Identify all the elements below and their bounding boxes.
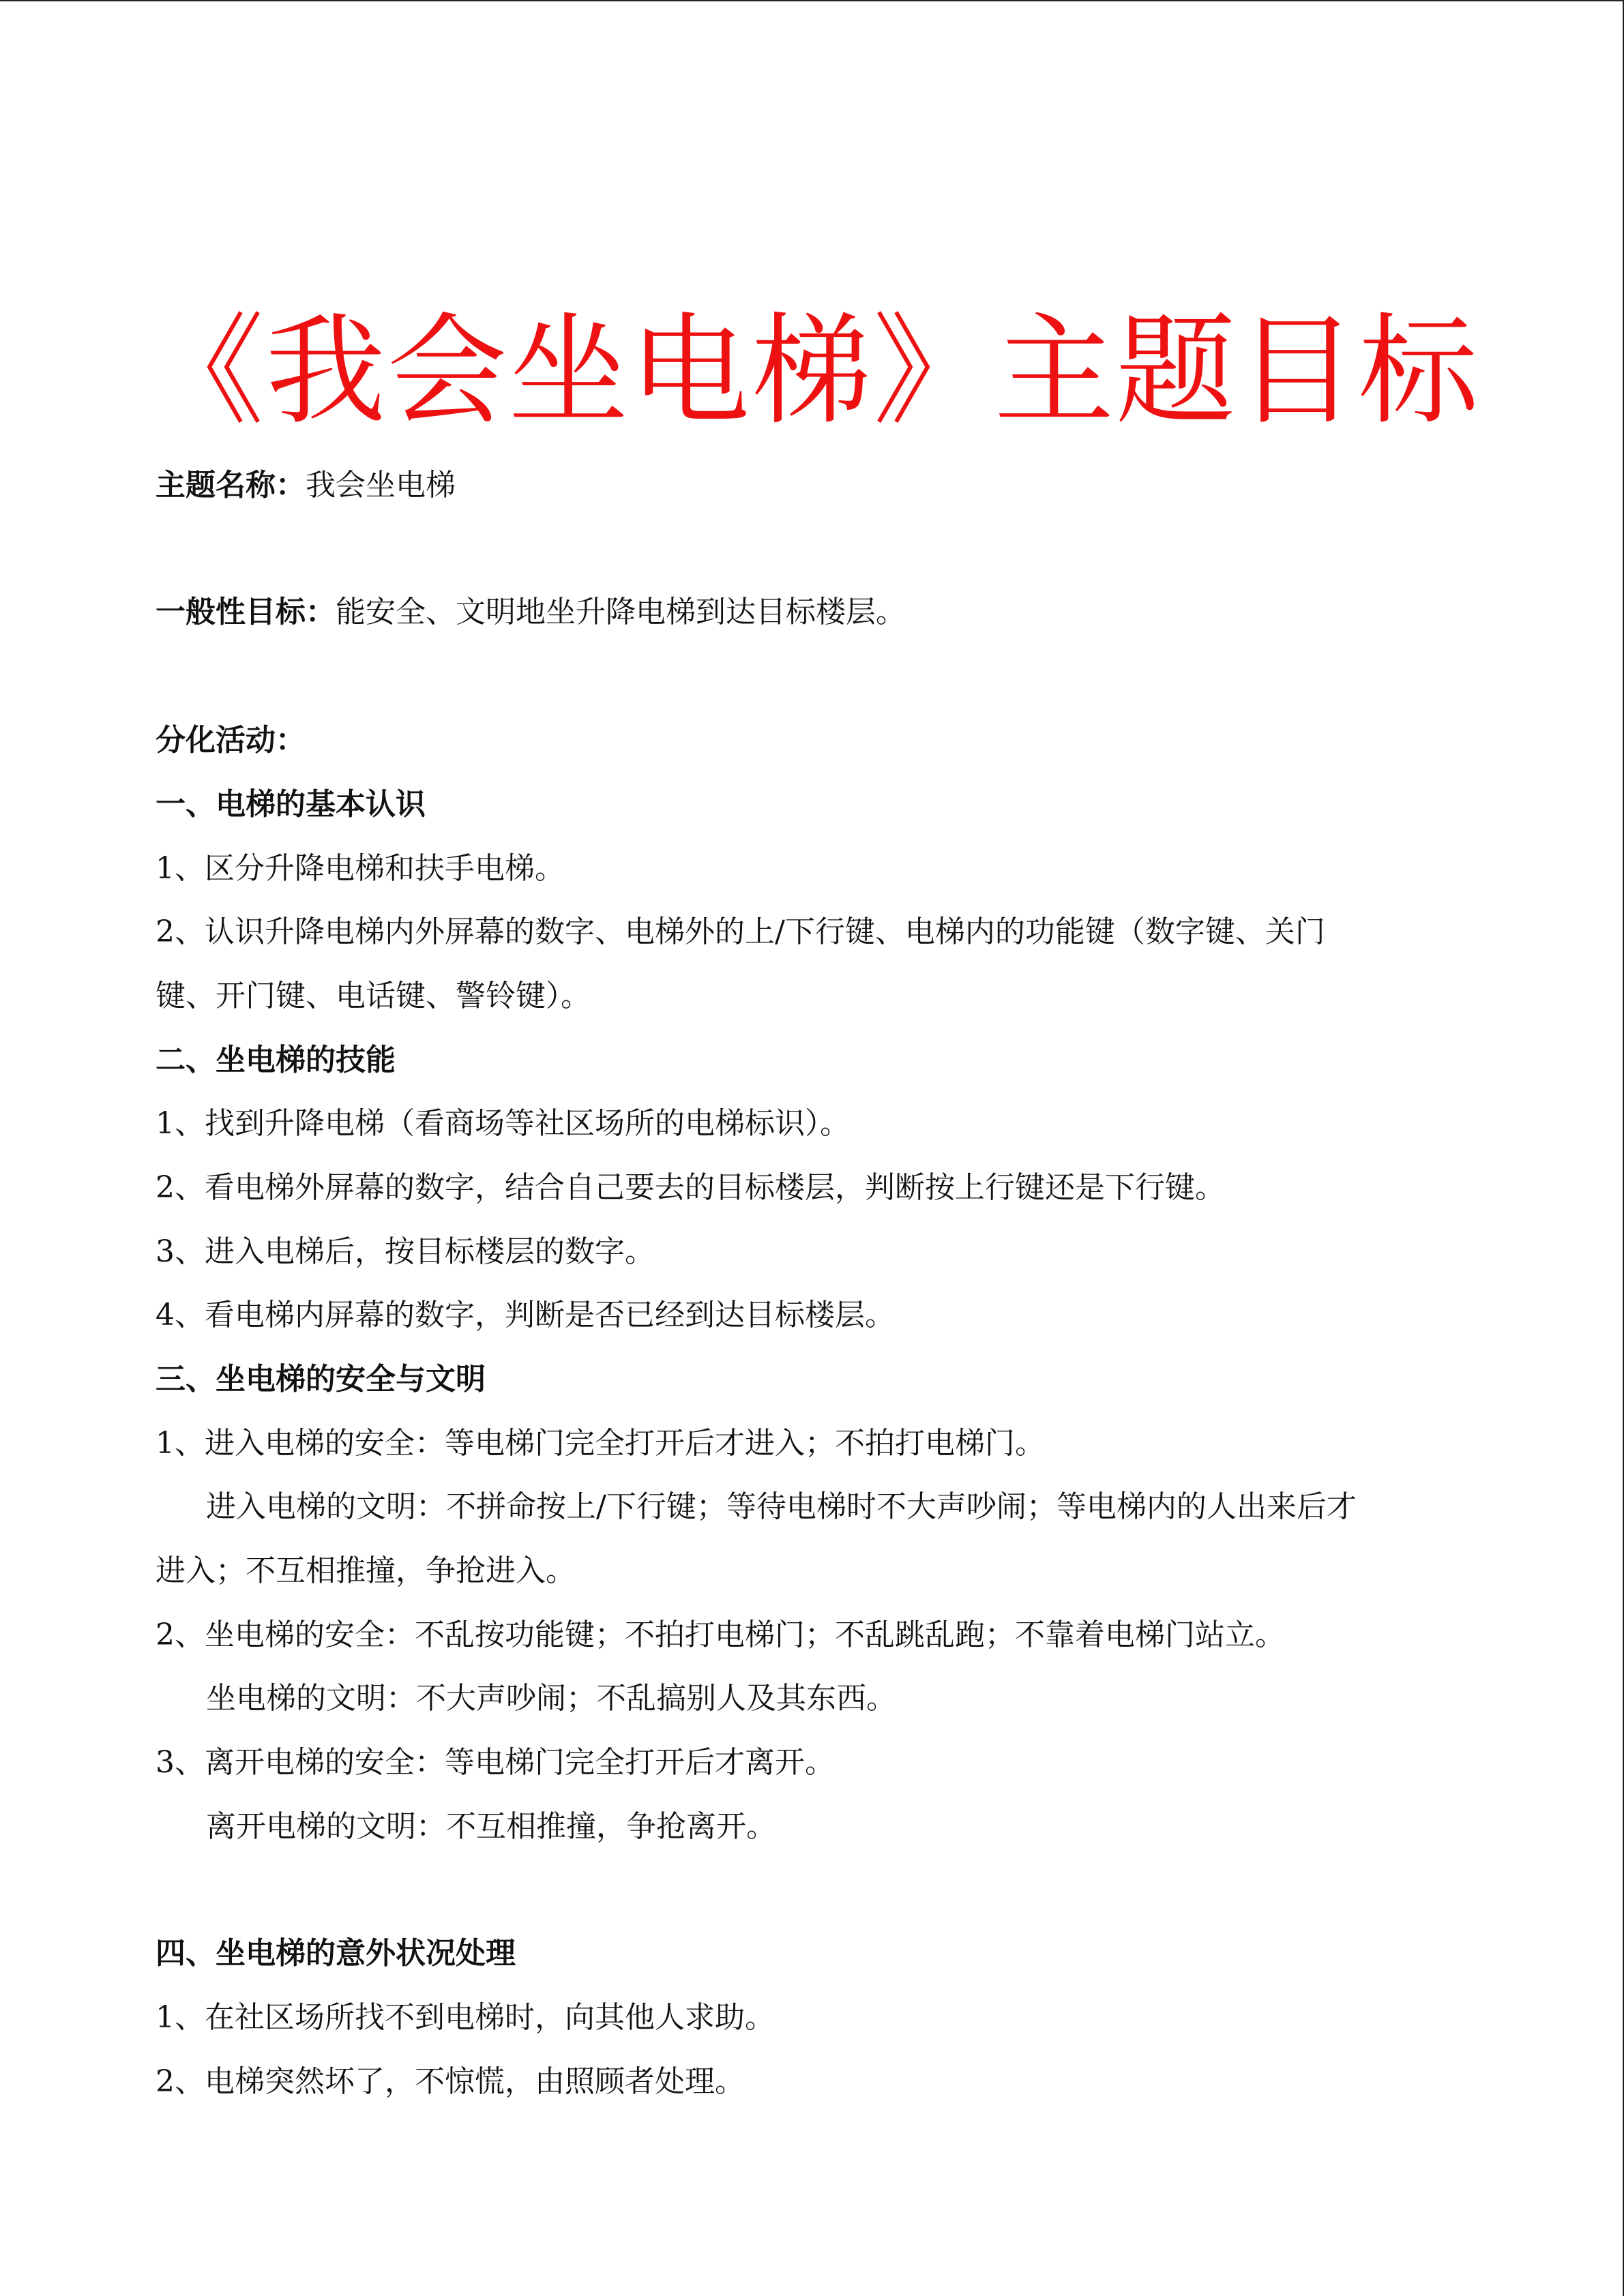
section2-item2: 2、看电梯外屏幕的数字，结合自己要去的目标楼层，判断按上行键还是下行键。 [156, 1170, 1225, 1205]
activities-heading: 分化活动： [156, 723, 306, 758]
document-title: 《我会坐电梯》主题目标 [144, 301, 1480, 441]
section4-item1: 1、在社区场所找不到电梯时，向其他人求助。 [156, 2000, 775, 2035]
section4-item2: 2、电梯突然坏了，不惊慌，由照顾者处理。 [156, 2064, 745, 2099]
theme-name-value: 我会坐电梯 [306, 468, 456, 503]
section3-heading: 三、坐电梯的安全与文明 [156, 1362, 486, 1397]
general-goal-line [156, 592, 906, 633]
section3-item1-safety: 1、进入电梯的安全：等电梯门完全打开后才进入；不拍打电梯门。 [156, 1426, 1045, 1461]
section1-heading: 一、电梯的基本认识 [156, 787, 426, 822]
section2-item3: 3、进入电梯后，按目标楼层的数字。 [156, 1234, 655, 1269]
general-goal-label: 一般性目标： [156, 595, 336, 629]
section2-item1: 1、找到升降电梯（看商场等社区场所的电梯标识）。 [156, 1106, 850, 1141]
section2-heading: 二、坐电梯的技能 [156, 1043, 396, 1077]
section3-item1-civility-line1: 进入电梯的文明：不拼命按上/下行键；等待电梯时不大声吵闹；等电梯内的人出来后才 [206, 1489, 1357, 1524]
section3-item2-civility: 坐电梯的文明：不大声吵闹；不乱搞别人及其东西。 [206, 1681, 896, 1716]
section3-item1-civility-line2: 进入；不互相推撞，争抢进入。 [156, 1553, 576, 1588]
section1-item2-line2: 键、开门键、电话键、警铃键）。 [156, 979, 591, 1013]
section1-item1: 1、区分升降电梯和扶手电梯。 [156, 851, 565, 886]
section4-heading: 四、坐电梯的意外状况处理 [156, 1936, 516, 1971]
theme-name-line [156, 465, 456, 506]
section2-item4: 4、看电梯内屏幕的数字，判断是否已经到达目标楼层。 [156, 1298, 895, 1332]
section3-item3-civility: 离开电梯的文明：不互相推撞，争抢离开。 [206, 1809, 776, 1844]
section3-item3-safety: 3、离开电梯的安全：等电梯门完全打开后才离开。 [156, 1745, 835, 1780]
theme-name-label: 主题名称： [156, 468, 306, 503]
general-goal-value: 能安全、文明地坐升降电梯到达目标楼层。 [336, 595, 906, 629]
section3-item2-safety: 2、坐电梯的安全：不乱按功能键；不拍打电梯门；不乱跳乱跑；不靠着电梯门站立。 [156, 1617, 1285, 1652]
section1-item2-line1: 2、认识升降电梯内外屏幕的数字、电梯外的上/下行键、电梯内的功能键（数字键、关门 [156, 914, 1325, 949]
